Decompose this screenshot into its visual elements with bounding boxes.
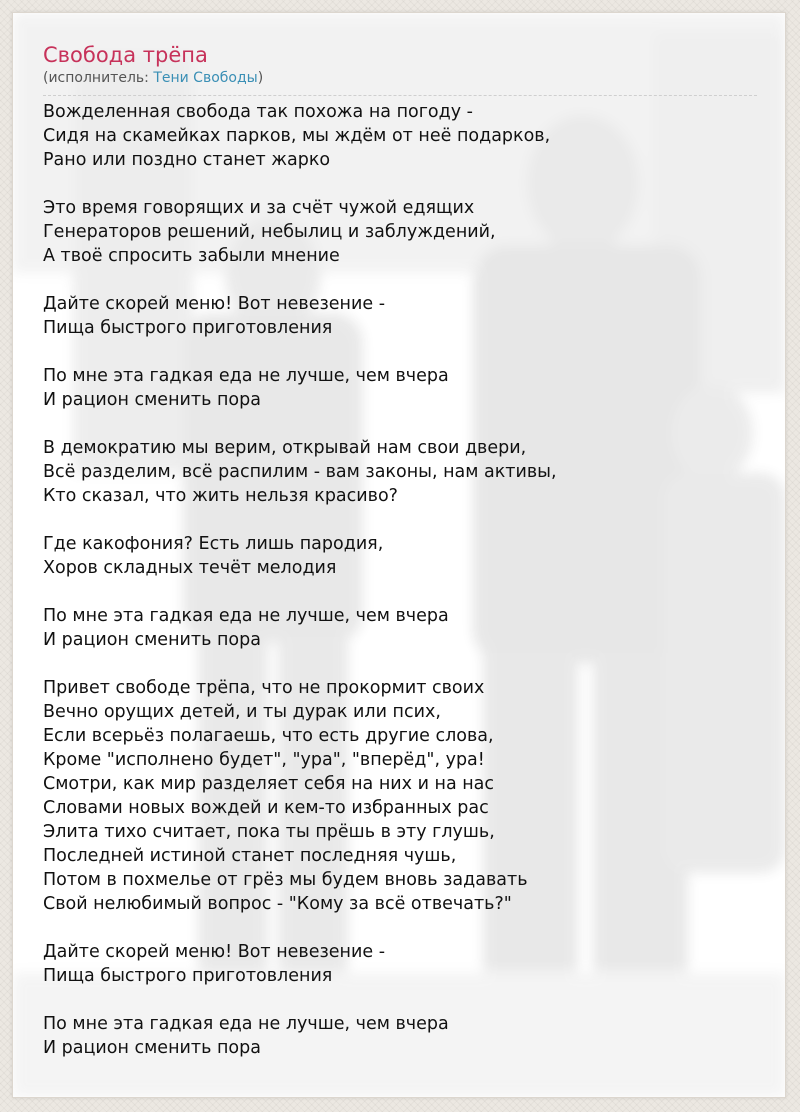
artist-suffix: ): [257, 70, 264, 86]
lyrics-line: По мне эта гадкая еда не лучше, чем вчера: [43, 606, 449, 626]
lyrics-line: А твоё спросить забыли мнение: [43, 246, 340, 266]
lyrics-text: [43, 100, 785, 1060]
lyrics-line: Элита тихо считает, пока ты прёшь в эту глушь,: [43, 822, 495, 842]
lyrics-line: И рацион сменить пора: [43, 630, 261, 650]
lyrics-line: Рано или поздно станет жарко: [43, 150, 331, 170]
lyrics-line: Смотри, как мир разделяет себя на них и на нас: [43, 774, 495, 794]
lyrics-stanza: [43, 940, 785, 988]
lyrics-line: Всё разделим, всё распилим - вам законы, нам активы,: [43, 462, 557, 482]
lyrics-line: Где какофония? Есть лишь пародия,: [43, 534, 384, 554]
lyrics-stanza: [43, 532, 785, 580]
title-divider: [43, 95, 757, 96]
lyrics-stanza: [43, 364, 785, 412]
artist-prefix: (исполнитель:: [43, 70, 154, 86]
lyrics-line: И рацион сменить пора: [43, 390, 261, 410]
song-title: Свобода трёпа: [43, 43, 208, 67]
lyrics-line: Вожделенная свобода так похожа на погоду -: [43, 102, 473, 122]
lyrics-stanza: [43, 604, 785, 652]
lyrics-line: И рацион сменить пора: [43, 1038, 261, 1058]
lyrics-line: Пища быстрого приготовления: [43, 966, 333, 986]
lyrics-content: [13, 13, 785, 1060]
lyrics-stanza: [43, 436, 785, 508]
lyrics-line: По мне эта гадкая еда не лучше, чем вчера: [43, 366, 449, 386]
lyrics-line: Вечно орущих детей, и ты дурак или псих,: [43, 702, 441, 722]
lyrics-line: По мне эта гадкая еда не лучше, чем вчера: [43, 1014, 449, 1034]
lyrics-line: Потом в похмелье от грёз мы будем вновь задавать: [43, 870, 528, 890]
lyrics-line: Словами новых вождей и кем-то избранных рас: [43, 798, 489, 818]
lyrics-line: Хоров складных течёт мелодия: [43, 558, 337, 578]
lyrics-line: Сидя на скамейках парков, мы ждём от неё подарков,: [43, 126, 551, 146]
lyrics-line: Привет свободе трёпа, что не прокормит своих: [43, 678, 485, 698]
lyrics-card: [12, 12, 786, 1098]
lyrics-line: Генераторов решений, небылиц и заблуждений,: [43, 222, 496, 242]
lyrics-line: Дайте скорей меню! Вот невезение -: [43, 294, 386, 314]
lyrics-stanza: [43, 100, 785, 172]
lyrics-line: Последней истиной станет последняя чушь,: [43, 846, 457, 866]
lyrics-line: Пища быстрого приготовления: [43, 318, 333, 338]
lyrics-line: Кроме "исполнено будет", "ура", "вперёд", ура!: [43, 750, 485, 770]
lyrics-stanza: [43, 676, 785, 916]
lyrics-line: Дайте скорей меню! Вот невезение -: [43, 942, 386, 962]
lyrics-line: Свой нелюбимый вопрос - "Кому за всё отвечать?": [43, 894, 512, 914]
lyrics-stanza: [43, 196, 785, 268]
lyrics-line: Если всерьёз полагаешь, что есть другие слова,: [43, 726, 494, 746]
lyrics-line: Это время говорящих и за счёт чужой едящих: [43, 198, 475, 218]
song-artist-line: [43, 69, 785, 87]
lyrics-stanza: [43, 1012, 785, 1060]
lyrics-line: Кто сказал, что жить нельзя красиво?: [43, 486, 398, 506]
artist-link[interactable]: Тени Свободы: [153, 70, 258, 86]
lyrics-line: В демократию мы верим, открывай нам свои двери,: [43, 438, 527, 458]
lyrics-stanza: [43, 292, 785, 340]
